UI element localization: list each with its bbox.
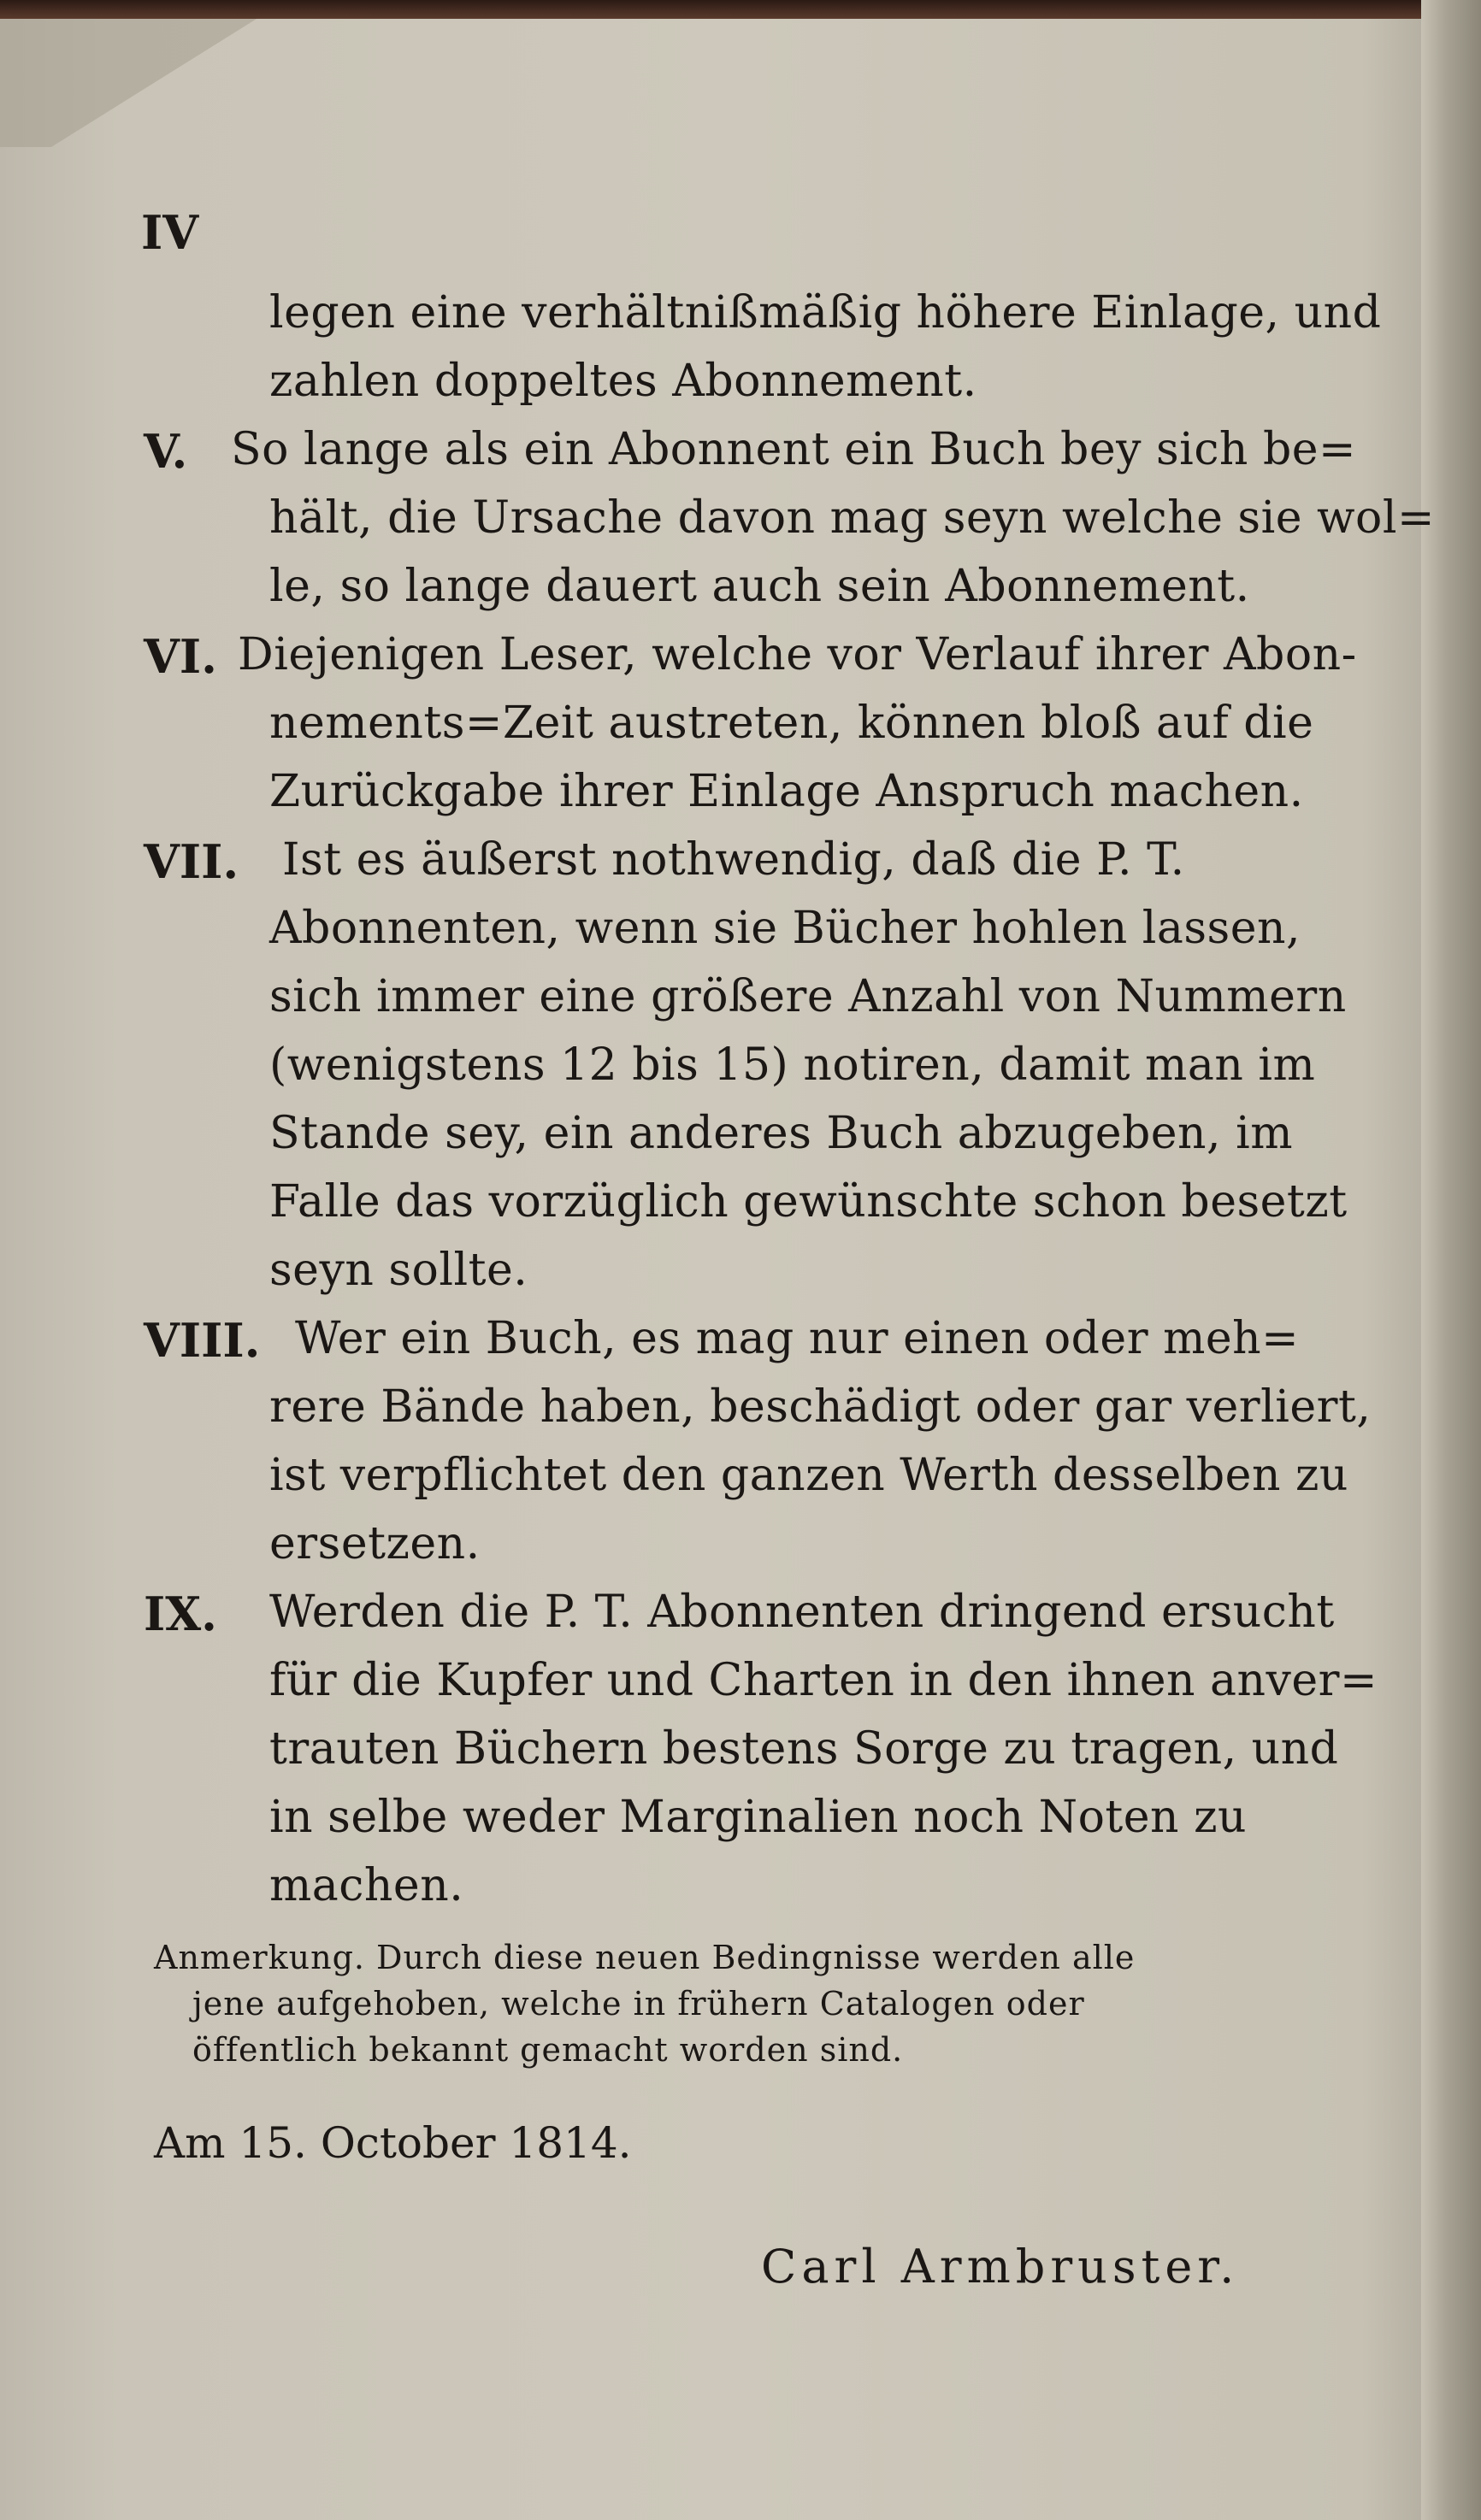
text-line: Abonnenten, wenn sie Bücher hohlen lassen, (269, 903, 1301, 954)
text-line: Diejenigen Leser, welche vor Verlauf ihrer Abon- (238, 629, 1357, 680)
text-line: nements=Zeit austreten, können bloß auf die (269, 698, 1314, 749)
text-line: Wer ein Buch, es mag nur einen oder meh= (295, 1313, 1300, 1364)
footnote-line: öffentlich bekannt gemacht worden sind. (192, 2031, 904, 2069)
text-line: (wenigstens 12 bis 15) notiren, damit man im (269, 1039, 1316, 1091)
text-line: seyn sollte. (269, 1245, 528, 1296)
rule-numeral: VII. (144, 834, 239, 889)
footnote-line: jene aufgehoben, welche in frühern Catalogen oder (192, 1985, 1085, 2022)
text-line: ist verpflichtet den ganzen Werth desselben zu (269, 1450, 1348, 1501)
text-line: ersetzen. (269, 1518, 481, 1569)
page-number: IV (141, 205, 199, 260)
rule-numeral: V. (144, 424, 188, 479)
text-line: in selbe weder Marginalien noch Noten zu (269, 1792, 1247, 1843)
text-line: trauten Büchern bestens Sorge zu tragen, und (269, 1723, 1339, 1775)
text-line: für die Kupfer und Charten in den ihnen anver= (269, 1655, 1378, 1706)
text-line: Falle das vorzüglich gewünschte schon besetzt (269, 1176, 1348, 1228)
text-line: Werden die P. T. Abonnenten dringend ersucht (269, 1587, 1335, 1638)
text-line: hält, die Ursache davon mag seyn welche sie wol= (269, 492, 1436, 544)
text-line: machen. (269, 1860, 464, 1911)
text-line: Stande sey, ein anderes Buch abzugeben, im (269, 1108, 1294, 1159)
text-line: legen eine verhältnißmäßig höhere Einlage, und (269, 287, 1382, 339)
rule-numeral: IX. (144, 1587, 217, 1641)
signature: Carl Armbruster. (761, 2240, 1240, 2293)
paper-stain (0, 19, 257, 147)
rule-numeral: VI. (144, 629, 217, 684)
text-line: Ist es äußerst nothwendig, daß die P. T. (282, 834, 1185, 886)
text-line: zahlen doppeltes Abonnement. (269, 356, 977, 407)
page-edge-shadow (1421, 0, 1481, 2520)
text-line: sich immer eine größere Anzahl von Nummern (269, 971, 1347, 1022)
binding-edge (0, 0, 1481, 19)
text-line: le, so lange dauert auch sein Abonnement. (269, 561, 1250, 612)
text-line: So lange als ein Abonnent ein Buch bey sich be= (231, 424, 1357, 475)
date-line: Am 15. October 1814. (154, 2118, 632, 2168)
rule-numeral: VIII. (144, 1313, 261, 1368)
text-line: rere Bände haben, beschädigt oder gar verliert, (269, 1381, 1372, 1433)
text-line: Zurückgabe ihrer Einlage Anspruch machen. (269, 766, 1304, 817)
footnote-line: Anmerkung. Durch diese neuen Bedingnisse werden alle (154, 1939, 1136, 1976)
